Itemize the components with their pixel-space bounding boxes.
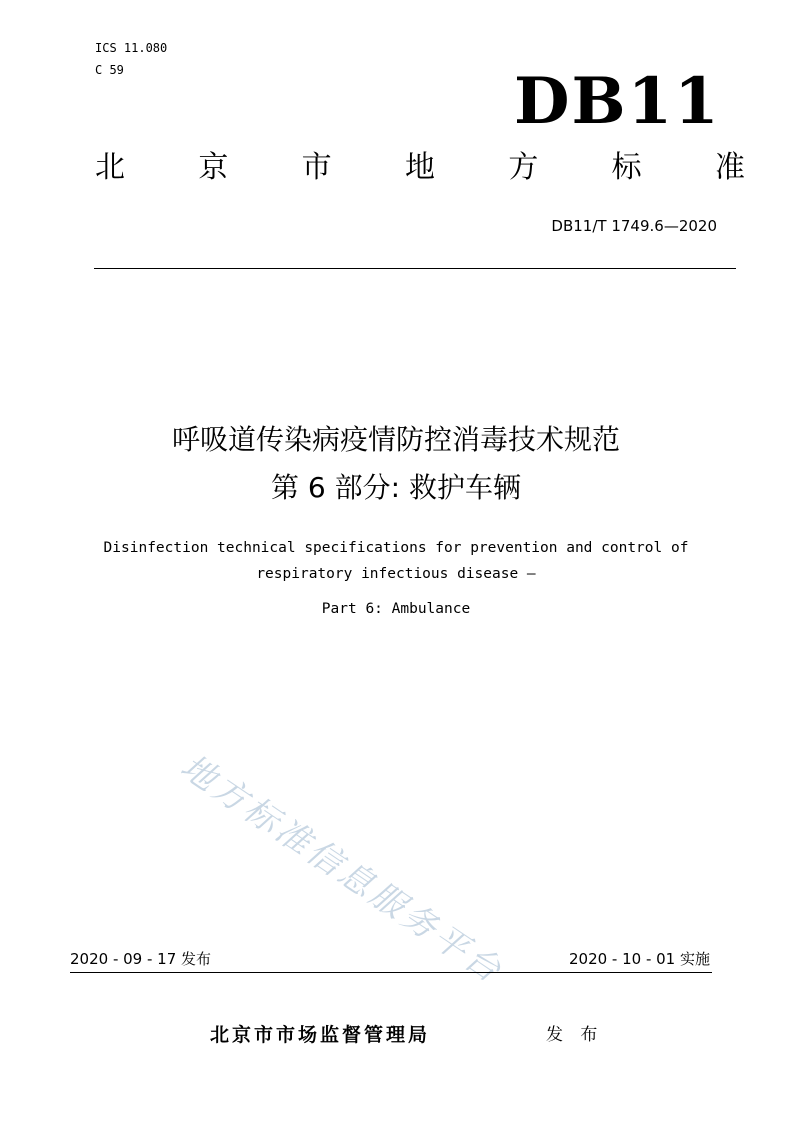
db11-logo: DB11 xyxy=(514,64,721,139)
header-divider xyxy=(94,268,736,269)
standard-type-char: 地 xyxy=(404,150,435,185)
standard-type-char: 北 xyxy=(95,150,125,185)
title-english-line-3: Part 6: Ambulance xyxy=(321,601,471,617)
title-english-line-2: respiratory infectious disease — xyxy=(256,566,536,582)
ics-code: ICS 11.080 xyxy=(95,41,168,55)
implementation-date: 2020 - 10 - 01 实施 xyxy=(568,950,710,968)
standard-type xyxy=(95,150,745,185)
issue-label: 发 布 xyxy=(546,1025,604,1045)
issuing-authority: 北京市市场监督管理局 xyxy=(210,1024,431,1046)
watermark: 地方标准信息服务平台 xyxy=(173,746,511,993)
issue-date: 2020 - 09 - 17 发布 xyxy=(70,950,212,968)
standard-type-char: 准 xyxy=(714,150,745,185)
title-english-line-1: Disinfection technical specifications for prevention and control of xyxy=(103,540,689,556)
footer-divider xyxy=(70,972,712,973)
title-chinese-line-1: 呼吸道传染病疫情防控消毒技术规范 xyxy=(171,423,620,456)
standard-type-char: 标 xyxy=(611,150,642,185)
classification-code: C 59 xyxy=(95,63,124,77)
standard-type-char: 京 xyxy=(198,150,229,185)
standard-number: DB11/T 1749.6—2020 xyxy=(551,217,717,235)
title-chinese-line-2: 第 6 部分: 救护车辆 xyxy=(271,471,521,504)
standard-type-char: 方 xyxy=(508,150,539,185)
standard-type-char: 市 xyxy=(301,150,332,185)
